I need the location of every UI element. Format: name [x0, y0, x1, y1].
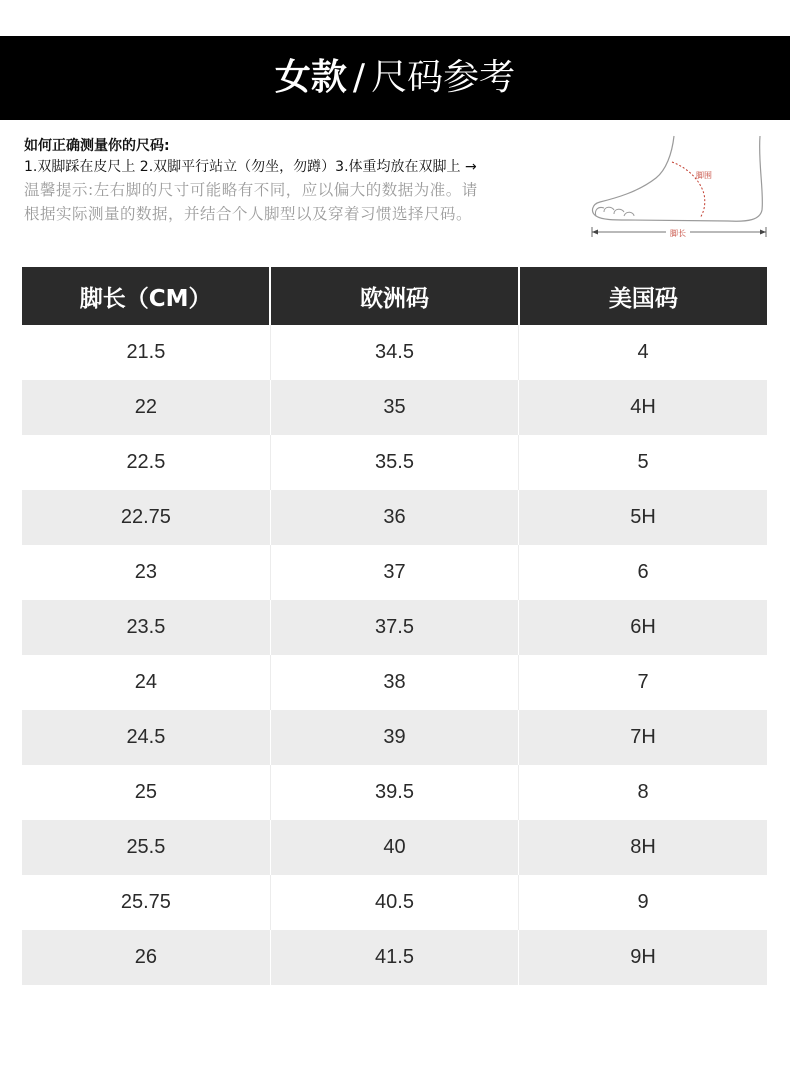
- girth-label: 脚围: [696, 171, 712, 180]
- banner-title-size-reference: 尺码参考: [371, 57, 516, 98]
- table-row: [22, 380, 767, 435]
- eu-size-cell: 39: [270, 710, 518, 765]
- foot-length-cell: 24.5: [22, 710, 270, 765]
- foot-length-cell: 25: [22, 765, 270, 820]
- size-guide-banner: [0, 36, 790, 120]
- table-header-row: [22, 267, 767, 325]
- foot-length-cell: 23: [22, 545, 270, 600]
- measure-instructions: [24, 136, 590, 226]
- us-size-cell: 6: [519, 545, 767, 600]
- eu-size-cell: 38: [270, 655, 518, 710]
- foot-length-cell: 21.5: [22, 325, 270, 380]
- eu-size-cell: 40.5: [270, 875, 518, 930]
- us-size-cell: 9: [519, 875, 767, 930]
- foot-length-cell: 23.5: [22, 600, 270, 655]
- table-row: [22, 435, 767, 490]
- us-size-cell: 5H: [519, 490, 767, 545]
- table-row: [22, 490, 767, 545]
- us-size-cell: 9H: [519, 930, 767, 985]
- instructions-tip-line-2: 根据实际测量的数据，并结合个人脚型以及穿着习惯选择尺码。: [24, 205, 473, 223]
- us-size-cell: 4H: [519, 380, 767, 435]
- table-row: [22, 325, 767, 380]
- foot-length-cell: 26: [22, 930, 270, 985]
- us-size-cell: 8H: [519, 820, 767, 875]
- table-row: [22, 545, 767, 600]
- size-chart-table: [22, 267, 767, 985]
- us-size-cell: 7H: [519, 710, 767, 765]
- foot-length-cell: 22.75: [22, 490, 270, 545]
- table-row: [22, 600, 767, 655]
- eu-size-cell: 35.5: [270, 435, 518, 490]
- foot-length-cell: 25.75: [22, 875, 270, 930]
- foot-length-cell: 24: [22, 655, 270, 710]
- table-row: [22, 710, 767, 765]
- table-row: [22, 875, 767, 930]
- instructions-tip-line-1: 温馨提示:左右脚的尺寸可能略有不同，应以偏大的数据为准。请: [24, 181, 478, 199]
- foot-outline: [593, 136, 763, 221]
- table-row: [22, 820, 767, 875]
- eu-size-cell: 34.5: [270, 325, 518, 380]
- header-foot-length: 脚长（CM）: [22, 267, 270, 325]
- eu-size-cell: 35: [270, 380, 518, 435]
- table-row: [22, 765, 767, 820]
- us-size-cell: 8: [519, 765, 767, 820]
- instructions-title: 如何正确测量你的尺码:: [24, 138, 170, 154]
- header-us-size: 美国码: [519, 267, 767, 325]
- foot-measurement-diagram: [588, 132, 772, 242]
- foot-length-cell: 25.5: [22, 820, 270, 875]
- us-size-cell: 4: [519, 325, 767, 380]
- eu-size-cell: 36: [270, 490, 518, 545]
- us-size-cell: 5: [519, 435, 767, 490]
- eu-size-cell: 39.5: [270, 765, 518, 820]
- foot-length-cell: 22: [22, 380, 270, 435]
- header-eu-size: 欧洲码: [270, 267, 518, 325]
- banner-title-women: 女款: [274, 57, 347, 98]
- banner-separator: /: [352, 57, 366, 98]
- table-row: [22, 655, 767, 710]
- eu-size-cell: 37: [270, 545, 518, 600]
- instructions-steps: 1.双脚踩在皮尺上 2.双脚平行站立（勿坐，勿蹲）3.体重均放在双脚上 →: [24, 159, 477, 175]
- us-size-cell: 6H: [519, 600, 767, 655]
- toes-outline: [595, 207, 634, 216]
- eu-size-cell: 40: [270, 820, 518, 875]
- table-row: [22, 930, 767, 985]
- eu-size-cell: 41.5: [270, 930, 518, 985]
- length-label: 脚长: [670, 229, 686, 238]
- eu-size-cell: 37.5: [270, 600, 518, 655]
- foot-length-cell: 22.5: [22, 435, 270, 490]
- us-size-cell: 7: [519, 655, 767, 710]
